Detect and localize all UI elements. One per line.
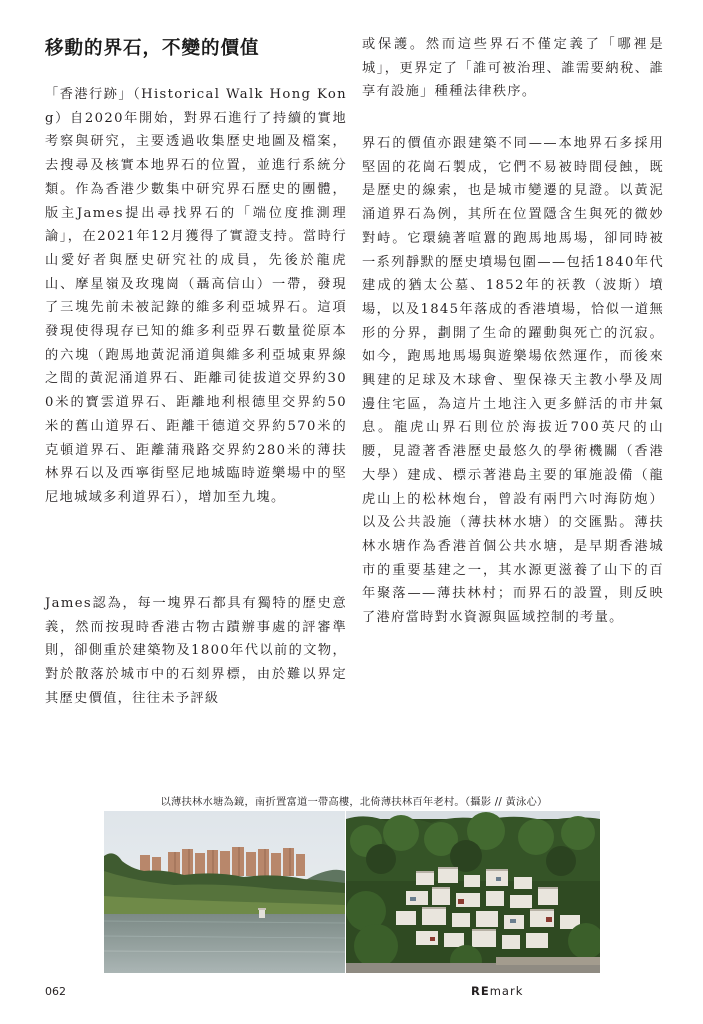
- page-number: 062: [45, 985, 66, 998]
- paragraph-3: 或保護。然而這些界石不僅定義了「哪裡是城」，更界定了「誰可被治理、誰需要納稅、誰享有設施」種種法律秩序。: [362, 37, 664, 100]
- paragraph-1: 「香港行跡」（Historical Walk Hong Kong）自2020年開始，對界石進行了持續的實地考察與研究，主要透過收集歷史地圖及檔案，去搜尋及核實本地界石的位置，並進行系統分類。作為香港少數集中研究界石歷史的團體，版主James提出尋找界石的「端位度推測理論」，在2021年12月獲得了實證支持。當時行山愛好者與歷史研究社的成員，先後於龍虎山、摩星嶺及玫瑰崗（聶高信山）一帶，發現了三塊先前未被記錄的維多利亞城界石。這項發現使得現存已知的維多利亞界石數量從原本的六塊（跑馬地黃泥涌道與維多利亞城東界線之間的黃泥涌道界石、距離司徒拔道交界約300米的寶雲道界石、距離地利根德里交界約50米的舊山道界石、距離干德道交界約570米的克頓道界石、距離蒲飛路交界約280米的薄扶林界石以及西寧街堅尼地城臨時遊樂場中的堅尼地城域多利道界石），增加至九塊。: [45, 87, 347, 505]
- magazine-logo: [471, 984, 523, 998]
- article-title: 移動的界石，不變的價值: [45, 38, 260, 59]
- magazine-logo-rest: mark: [489, 984, 524, 998]
- photo-caption: 以薄扶林水塘為鏡，南折置富道一帶高樓，北倚薄扶林百年老村。（攝影 // 黃泳心）: [160, 796, 548, 808]
- village-photo: [346, 811, 600, 973]
- paragraph-4: 界石的價值亦跟建築不同——本地界石多採用堅固的花崗石製成，它們不易被時間侵蝕，既是歷史的線索，也是城市變遷的見證。以黃泥涌道界石為例，其所在位置隱含生與死的微妙對峙。它環繞著喧囂的跑馬地馬場，卻同時被一系列靜默的歷史墳場包圍——包括1840年代建成的猶太公墓、1852年的祆教（波斯）墳場，以及1845年落成的香港墳場，恰似一道無形的分界，劃開了生命的躍動與死亡的沉寂。如今，跑馬地馬場與遊樂場依然運作，而後來興建的足球及木球會、聖保祿天主教小學及周邊住宅區，為這片土地注入更多鮮活的市井氣息。龍虎山界石則位於海拔近700英尺的山腰，見證著香港歷史最悠久的學術機關（香港大學）建成、標示著港島主要的軍施設備（龍虎山上的松林炮台，曾設有兩門六吋海防炮）以及公共設施（薄扶林水塘）的交匯點。薄扶林水塘作為香港首個公共水塘，是早期香港城市的重要基建之一，其水源更滋養了山下的百年聚落——薄扶林村；而界石的設置，則反映了港府當時對水資源與區域控制的考量。: [362, 136, 664, 626]
- magazine-logo-bold: RE: [471, 984, 490, 998]
- paragraph-2: James認為，每一塊界石都具有獨特的歷史意義，然而按現時香港古物古蹟辦事處的評審準則，卻側重於建築物及1800年代以前的文物，對於散落於城市中的石刻界標，由於難以界定其歷史價值，往往未予評級: [45, 596, 347, 706]
- reservoir-photo: [104, 811, 345, 973]
